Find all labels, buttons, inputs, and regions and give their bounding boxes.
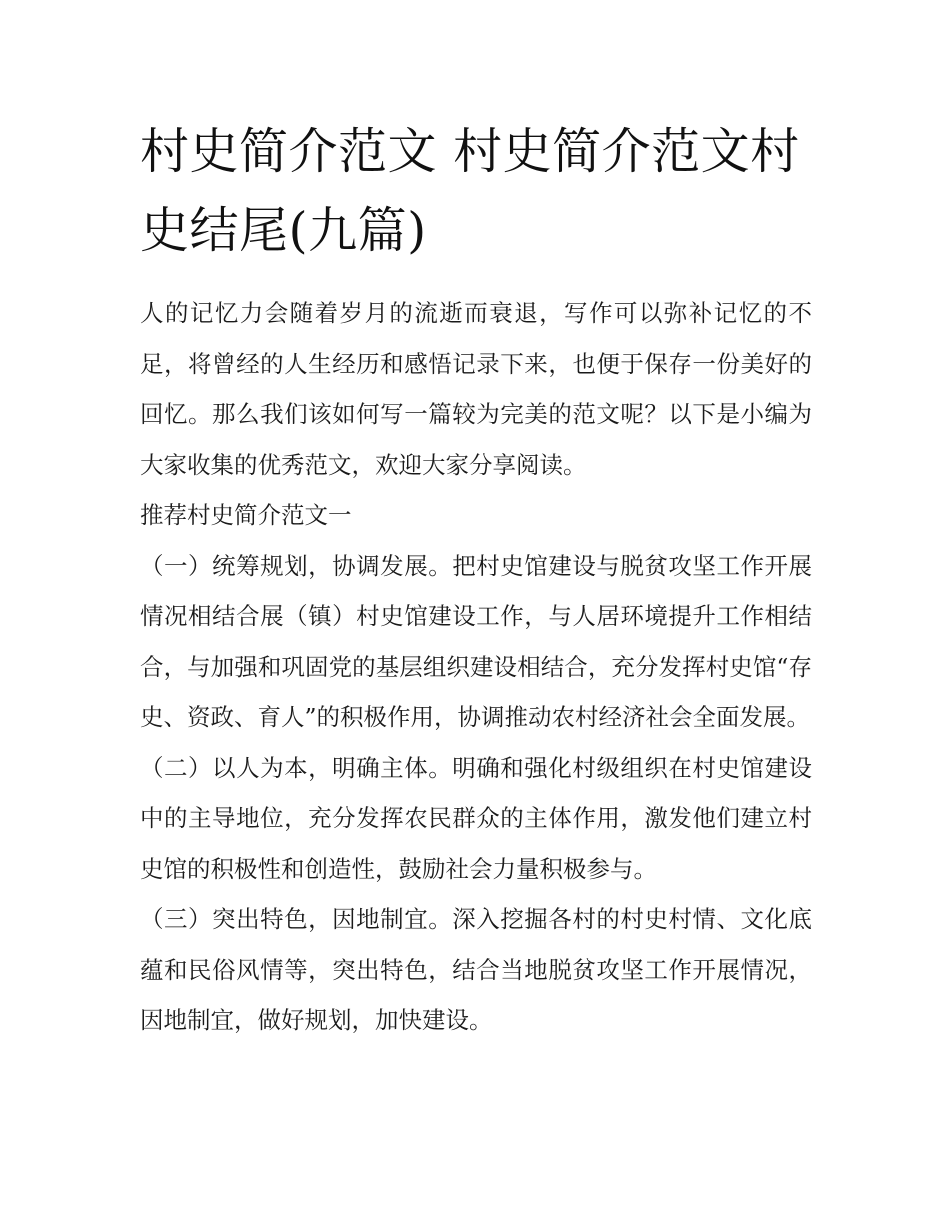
paragraph-3: （三）突出特色，因地制宜。深入挖掘各村的村史村情、文化底蕴和民俗风情等，突出特色，结合当地脱贫攻坚工作开展情况，因地制宜，做好规划，加快建设。 (140, 905, 812, 1034)
paragraph-1: （一）统筹规划，协调发展。把村史馆建设与脱贫攻坚工作开展情况相结合展（镇）村史馆建设工作，与人居环境提升工作相结合，与加强和巩固党的基层组织建设相结合，充分发挥村史馆“存史、资政、育人”的积极作用，协调推动农村经济社会全面发展。 (140, 551, 812, 731)
section-heading: 推荐村史简介范文一 (140, 501, 352, 529)
document-page (140, 112, 812, 1046)
paragraph-2: （二）以人为本，明确主体。明确和强化村级组织在村史馆建设中的主导地位，充分发挥农民群众的主体作用，激发他们建立村史馆的积极性和创造性，鼓励社会力量积极参与。 (140, 753, 812, 883)
document-body (140, 288, 812, 1046)
document-title: 村史简介范文 村史简介范文村史结尾(九篇) (140, 123, 800, 259)
intro-paragraph: 人的记忆力会随着岁月的流逝而衰退，写作可以弥补记忆的不足，将曾经的人生经历和感悟记录下来，也便于保存一份美好的回忆。那么我们该如何写一篇较为完美的范文呢？以下是小编为大家收集的优秀范文，欢迎大家分享阅读。 (140, 299, 812, 479)
